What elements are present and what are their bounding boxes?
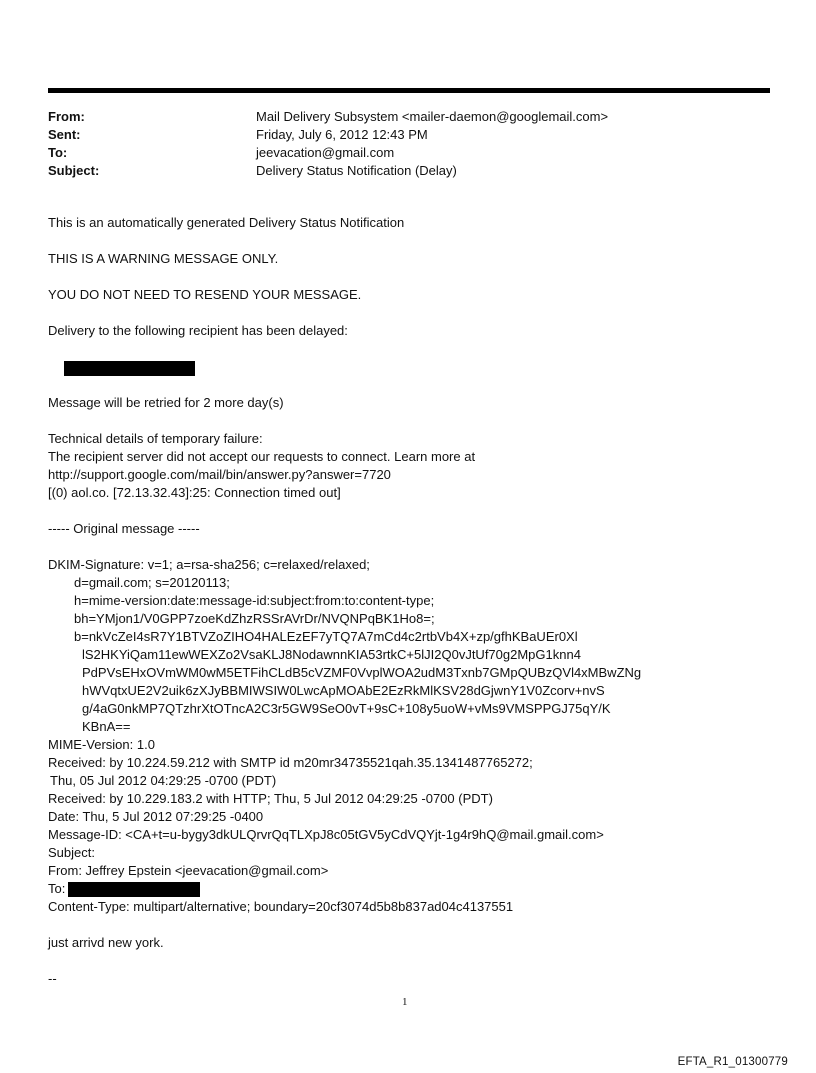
from-line: From: Jeffrey Epstein <jeevacation@gmail.com> (48, 863, 329, 879)
subject-label: Subject: (48, 163, 100, 178)
message-id-line: Message-ID: <CA+t=u-bygy3dkULQrvrQqTLXpJ8c05tGV5yCdVQYjt-1g4r9hQ@mail.gmail.com> (48, 827, 604, 843)
message-text: just arrivd new york. (48, 935, 164, 951)
content-type-line: Content-Type: multipart/alternative; boundary=20cf3074d5b8b837ad04c4137551 (48, 899, 514, 915)
from-value: Mail Delivery Subsystem <mailer-daemon@googlemail.com> (256, 109, 609, 124)
tech-line-4: [(0) aol.co. [72.13.32.43]:25: Connection timed out] (48, 485, 341, 501)
redacted-recipient (64, 361, 195, 376)
header-row-to (48, 144, 608, 162)
redacted-to-address (68, 882, 200, 897)
intro-line: This is an automatically generated Delivery Status Notification (48, 215, 405, 230)
page-number: 1 (402, 996, 408, 1008)
to-value: jeevacation@gmail.com (256, 145, 395, 160)
tech-line-2: The recipient server did not accept our requests to connect. Learn more at (48, 449, 476, 465)
dkim-line-1: d=gmail.com; s=20120113; (74, 575, 230, 591)
dkim-line-5: lS2HKYiQam11ewWEXZo2VsaKLJ8NodawnnKIA53rtkC+5lJI2Q0vJtUf70g2MpG1knn4 (82, 647, 581, 663)
email-body (48, 214, 788, 988)
tech-line-3: http://support.google.com/mail/bin/answer.py?answer=7720 (48, 467, 391, 483)
received-line-2: Received: by 10.229.183.2 with HTTP; Thu, 5 Jul 2012 04:29:25 -0700 (PDT) (48, 791, 493, 807)
email-header (48, 108, 608, 180)
dkim-line-0: DKIM-Signature: v=1; a=rsa-sha256; c=relaxed/relaxed; (48, 557, 370, 573)
tech-line-1: Technical details of temporary failure: (48, 431, 263, 447)
dkim-line-7: hWVqtxUE2V2uik6zXJyBBMIWSIW0LwcApMOAbE2EzRkMlKSV28dGjwnY1V0Zcorv+nvS (82, 683, 605, 699)
dkim-line-9: KBnA== (82, 719, 131, 735)
date-line: Date: Thu, 5 Jul 2012 07:29:25 -0400 (48, 809, 264, 825)
dkim-line-4: b=nkVcZeI4sR7Y1BTVZoZIHO4HALEzEF7yTQ7A7mCd4c2rtbVb4X+zp/gfhKBaUEr0Xl (74, 629, 578, 645)
to-label: To: (48, 145, 68, 160)
dkim-line-2: h=mime-version:date:message-id:subject:from:to:content-type; (74, 593, 435, 609)
to-line (48, 880, 788, 898)
to-line-label: To: (48, 881, 66, 897)
signature-separator: -- (48, 971, 57, 987)
received-line-1: Received: by 10.224.59.212 with SMTP id m20mr34735521qah.35.1341487765272; (48, 755, 533, 771)
header-row-sent (48, 126, 608, 144)
header-row-subject (48, 162, 608, 180)
retry-line: Message will be retried for 2 more day(s) (48, 395, 284, 411)
sent-label: Sent: (48, 127, 81, 142)
header-row-from (48, 108, 608, 126)
subject-line: Subject: (48, 845, 95, 861)
no-resend-line: YOU DO NOT NEED TO RESEND YOUR MESSAGE. (48, 287, 362, 302)
header-rule (48, 88, 770, 93)
subject-value: Delivery Status Notification (Delay) (256, 163, 457, 178)
sent-value: Friday, July 6, 2012 12:43 PM (256, 127, 428, 142)
original-message-line: ----- Original message ----- (48, 521, 200, 537)
from-label: From: (48, 109, 85, 124)
dkim-line-6: PdPVsEHxOVmWM0wM5ETFihCLdB5cVZMF0VvplWOA2udM3Txnb7GMpQUBzQVl4xMBwZNg (82, 665, 642, 681)
dkim-line-8: g/4aG0nkMP7QTzhrXtOTncA2C3r5GW9SeO0vT+9sC+108y5uoW+vMs9VMSPPGJ75qY/K (82, 701, 611, 717)
warning-line: THIS IS A WARNING MESSAGE ONLY. (48, 251, 279, 266)
received-line-1b: Thu, 05 Jul 2012 04:29:25 -0700 (PDT) (50, 773, 277, 789)
document-id-stamp: EFTA_R1_01300779 (677, 1056, 788, 1068)
delayed-line: Delivery to the following recipient has been delayed: (48, 323, 348, 338)
dkim-line-3: bh=YMjon1/V0GPP7zoeKdZhzRSSrAVrDr/NVQNPqBK1Ho8=; (74, 611, 435, 627)
mime-line: MIME-Version: 1.0 (48, 737, 155, 753)
